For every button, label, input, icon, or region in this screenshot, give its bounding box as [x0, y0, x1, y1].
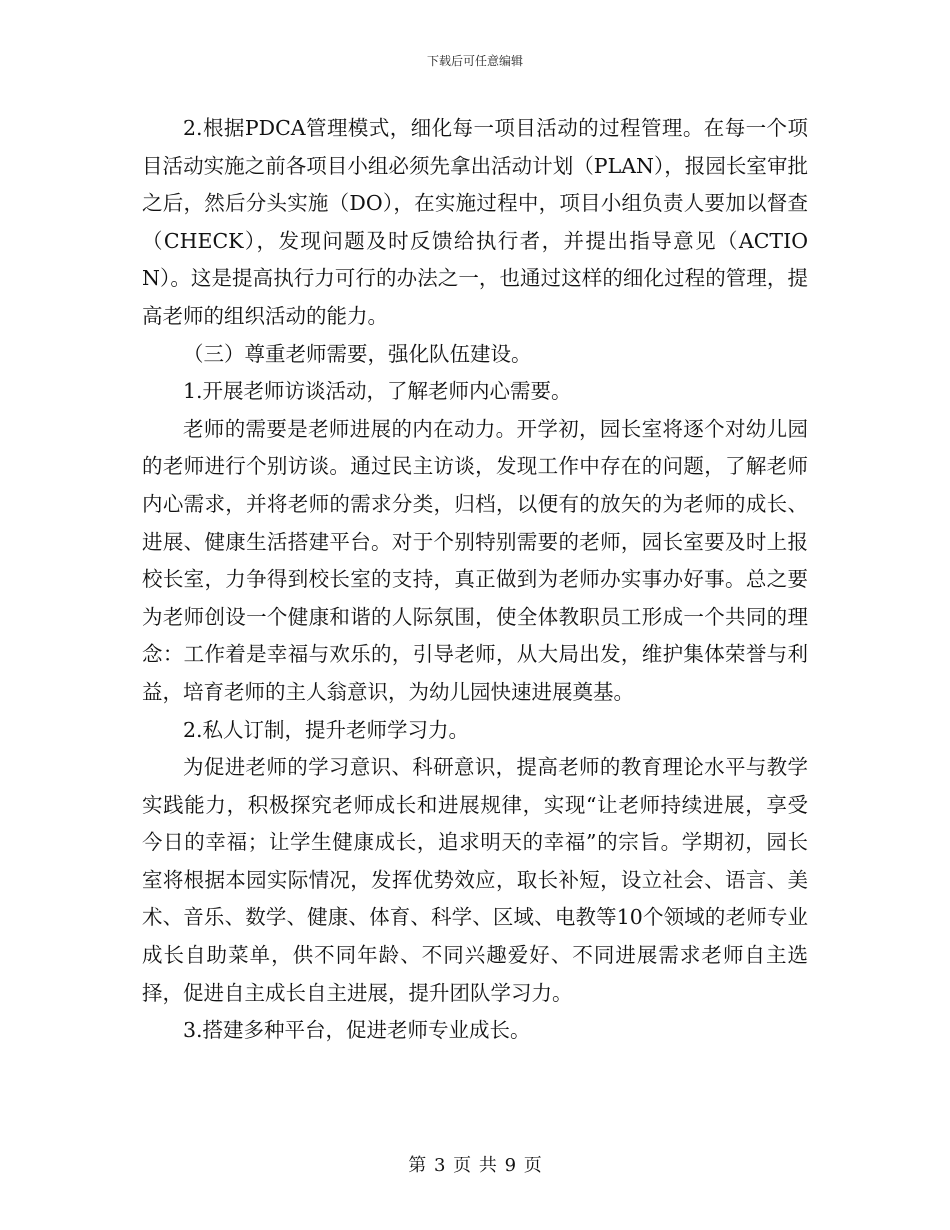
page-footer: 第 3 页 共 9 页	[408, 1155, 542, 1176]
paragraph-needs: 老师的需要是老师进展的内在动力。开学初，园长室将逐个对幼儿园的老师进行个别访谈。通过民主访谈，发现工作中存在的问题，了解老师内心需求，并将老师的需求分类，归档，以便有的放矢的为老师的成长、进展、健康生活搭建平台。对于个别特别需要的老师，园长室要及时上报校长室，力争得到校长室的支持，真正做到为老师办实事办好事。总之要为老师创设一个健康和谐的人际氛围，使全体教职员工形成一个共同的理念：工作着是幸福与欢乐的，引导老师，从大局出发，维护集体荣誉与利益，培育老师的主人翁意识，为幼儿园快速进展奠基。	[142, 416, 808, 704]
document-body	[142, 110, 808, 1050]
subheading-platform: 3.搭建多种平台，促进老师专业成长。	[183, 1018, 531, 1043]
paragraph-pdca: 2.根据PDCA管理模式，细化每一项目活动的过程管理。在每一个项目活动实施之前各项目小组必须先拿出活动计划（PLAN），报园长室审批之后，然后分头实施（DO），在实施过程中，项目小组负责人要加以督查（CHECK），发现问题及时反馈给执行者，并提出指导意见（ACTION）。这是提高执行力可行的办法之一，也通过这样的细化过程的管理，提高老师的组织活动的能力。	[142, 116, 808, 328]
paragraph-learning: 为促进老师的学习意识、科研意识，提高老师的教育理论水平与教学实践能力，积极探究老师成长和进展规律，实现“让老师持续进展，享受今日的幸福；让学生健康成长，追求明天的幸福”的宗旨。学期初，园长室将根据本园实际情况，发挥优势效应，取长补短，设立社会、语言、美术、音乐、数学、健康、体育、科学、区域、电教等10个领域的老师专业成长自助菜单，供不同年龄、不同兴趣爱好、不同进展需求老师自主选择，促进自主成长自主进展，提升团队学习力。	[142, 755, 808, 1005]
subheading-interview: 1.开展老师访谈活动，了解老师内心需要。	[183, 379, 572, 404]
section-heading-3: （三）尊重老师需要，强化队伍建设。	[183, 341, 532, 366]
subheading-custom: 2.私人订制，提升老师学习力。	[183, 717, 470, 742]
page-header: 下载后可任意编辑	[426, 54, 523, 68]
